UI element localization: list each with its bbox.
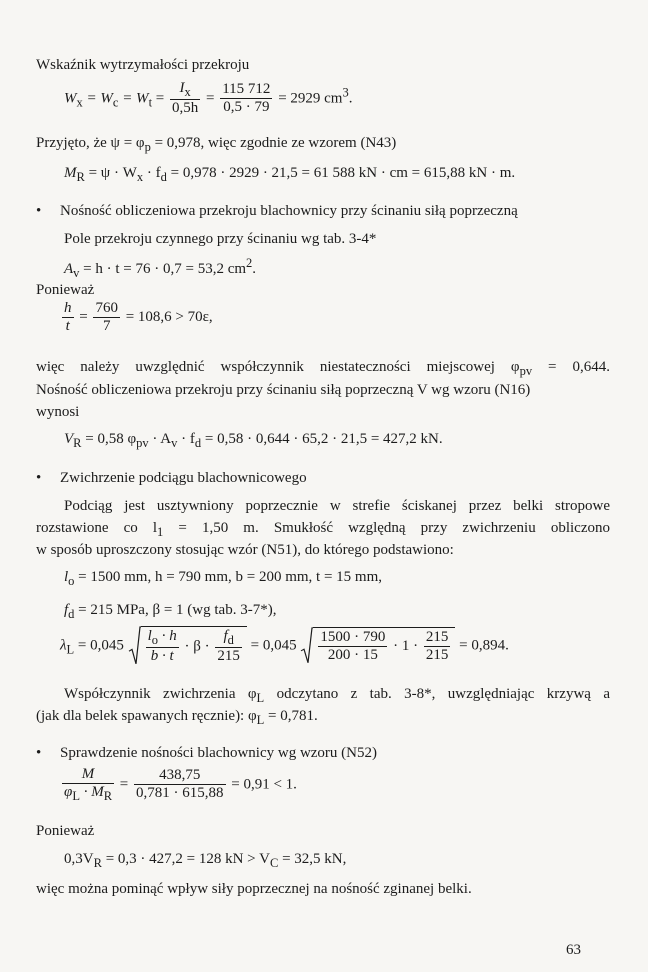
section-heading: Sprawdzenie nośności blachownicy wg wzoru (N52) xyxy=(60,745,377,761)
text-line: więc należy uwzględnić współczynnik niestateczności miejscowej $\varphi_{pv} = 0,644$. xyxy=(36,359,610,378)
bullet-icon: • xyxy=(36,745,42,761)
text-line: Wskaźnik wytrzymałości przekroju xyxy=(36,57,250,73)
text-line: Przyjęto, że $\psi = \varphi_p = 0,978$, więc zgodnie ze wzorem (N43) xyxy=(36,135,397,154)
text-line: Nośność obliczeniowa przekroju przy ścinaniu siłą poprzeczną V wg wzoru (N16) xyxy=(36,382,531,398)
radical-sign-icon xyxy=(128,626,141,666)
formula-shear-resistance: $V_R = 0,58$ $\varphi_{pv} \cdot A_v \cdot f_d = 0,58 \cdot 0,644 \cdot 65,2 \cdot 21,5 = 427,2$ kN. xyxy=(64,431,443,450)
formula-check: $\frac{M}{\varphi_L \cdot M_R}$ = $\frac{438,75}{0,781 \cdot 615,88}$ = 0,91 < 1. xyxy=(64,766,297,804)
text-line: Pole przekroju czynnego przy ścinaniu wg tab. 3-4* xyxy=(64,231,377,247)
square-root: $\frac{l_o \cdot h}{b \cdot t}$ · β · $\frac{f_d}{215}$ xyxy=(128,626,247,666)
bullet-icon: • xyxy=(36,203,42,219)
formula-parameters: $f_d = 215$ MPa, β = 1 (wg tab. 3-7*), xyxy=(64,602,277,621)
formula-lambda: $\lambda_L = 0,045$ $\frac{l_o \cdot h}{b \cdot t}$ · β · $\frac{f_d}{215}$ = 0,045 $\frac{1500 \cdot 790}{200 \cdot 15}$ · 1 · $\frac{215}{215}$ = 0,894. xyxy=(60,628,509,665)
text-line: wynosi xyxy=(36,404,80,420)
formula-moment-resistance: $M_R = \psi \cdot W_x \cdot f_d = 0,978 \cdot 2929 \cdot 21,5 = 61$ 588 kN · cm = 615,88 kN · m. xyxy=(64,165,516,184)
text-line: (jak dla belek spawanych ręcznie): $\varphi_L = 0,781$. xyxy=(36,708,318,727)
text-line: Współczynnik zwichrzenia $\varphi_L$ odczytano z tab. 3-8*, uwzględniając krzywą a xyxy=(64,686,610,705)
formula-shear-area: $A_v = h \cdot t = 76 \cdot 0,7 = 53,2$ $cm^2$. xyxy=(64,256,257,280)
text-line: rozstawione co $l_1 = 1,50$ m. Smukłość względną przy zwichrzeniu obliczono xyxy=(36,520,610,539)
text-line: Ponieważ xyxy=(36,282,95,298)
text-line: więc można pominąć wpływ siły poprzecznej na nośność zginanej belki. xyxy=(36,881,472,897)
formula-parameters: $l_o = 1500$ mm, h = 790 mm, b = 200 mm, t = 15 mm, xyxy=(64,569,383,588)
text-line: Ponieważ xyxy=(36,823,95,839)
text-line: Podciąg jest usztywniony poprzecznie w strefie ściskanej przez belki stropowe xyxy=(64,498,610,514)
formula-section-modulus: $W_x = W_c = W_t$ = $\frac{I_x}{0,5h}$ = $\frac{115 712}{0,5 \cdot 79}$ = 2929 $cm^3$. xyxy=(64,80,353,117)
formula-slenderness: $\frac{h}{t}$ = $\frac{760}{7}$ = 108,6 > 70ε, xyxy=(64,300,213,335)
text-line: w sposób uproszczony stosując wzór (N51), do którego podstawiono: xyxy=(36,542,454,558)
radical-sign-icon xyxy=(300,627,313,665)
section-heading: Nośność obliczeniowa przekroju blachownicy przy ścinaniu siłą poprzeczną xyxy=(60,203,518,219)
formula-shear-check: $0,3V_R = 0,3 \cdot 427,2 = 128$ kN > $V_C = 32,5$ kN, xyxy=(64,851,347,870)
page-number: 63 xyxy=(566,942,581,958)
bullet-icon: • xyxy=(36,470,42,486)
square-root: $\frac{1500 \cdot 790}{200 \cdot 15}$ · 1 · $\frac{215}{215}$ xyxy=(300,627,455,665)
section-heading: Zwichrzenie podciągu blachownicowego xyxy=(60,470,307,486)
